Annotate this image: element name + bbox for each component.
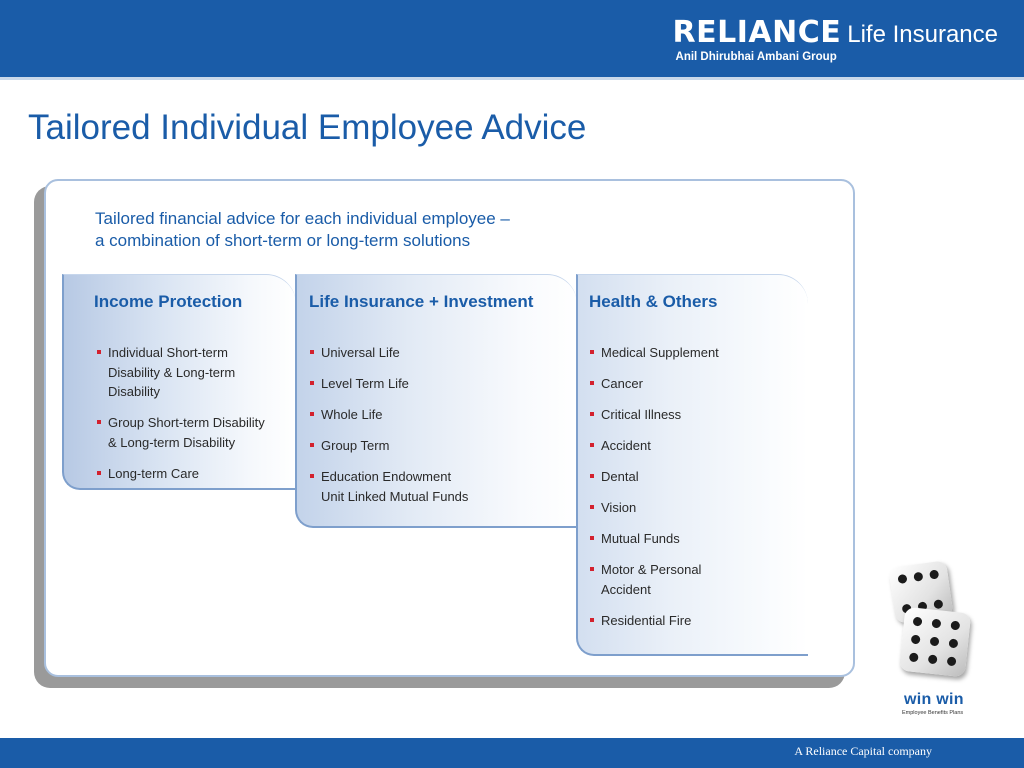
list-item bbox=[589, 498, 719, 518]
list-item bbox=[309, 467, 468, 506]
list-item-line: Group Short-term Disability bbox=[108, 415, 265, 430]
list-item bbox=[589, 611, 719, 631]
reliance-logo bbox=[673, 14, 998, 63]
footer-bar bbox=[0, 738, 1024, 768]
list-item bbox=[96, 343, 265, 402]
list-item bbox=[589, 436, 719, 456]
list-item bbox=[309, 436, 468, 456]
list-item-line: Whole Life bbox=[321, 407, 383, 422]
page-title: Tailored Individual Employee Advice bbox=[28, 108, 587, 147]
list-item bbox=[309, 374, 468, 394]
list-item-line: Unit Linked Mutual Funds bbox=[321, 488, 469, 504]
list-item bbox=[589, 343, 719, 363]
list-item bbox=[96, 413, 265, 452]
column-title: Health & Others bbox=[589, 292, 718, 311]
list-item-line: & Long-term Disability bbox=[108, 434, 236, 450]
list-item-line: Accident bbox=[601, 581, 651, 597]
list-item-line: Accident bbox=[601, 438, 651, 453]
header-bar bbox=[0, 0, 1024, 80]
list-item-line: Medical Supplement bbox=[601, 345, 719, 360]
list-item-line: Group Term bbox=[321, 438, 390, 453]
list-item-line: Motor & Personal bbox=[601, 562, 702, 577]
list-item bbox=[96, 464, 265, 484]
list-item-line: Cancer bbox=[601, 376, 643, 391]
item-list bbox=[589, 343, 719, 642]
logo-group-text: Anil Dhirubhai Ambani Group bbox=[675, 51, 837, 63]
list-item-line: Critical Illness bbox=[601, 407, 682, 422]
list-item-line: Individual Short-term bbox=[108, 345, 228, 360]
list-item bbox=[309, 405, 468, 425]
footer-text: A Reliance Capital company bbox=[794, 744, 932, 758]
logo-sub-brand-text: Life Insurance bbox=[847, 21, 998, 48]
win-win-subtitle: Employee Benefits Plans bbox=[902, 710, 964, 716]
list-item bbox=[589, 467, 719, 487]
win-win-badge bbox=[880, 560, 990, 720]
list-item bbox=[589, 405, 719, 425]
list-item bbox=[589, 529, 719, 549]
list-item-line: Dental bbox=[601, 469, 639, 484]
column-life-insurance-investment bbox=[295, 274, 577, 528]
column-income-protection bbox=[62, 274, 296, 490]
list-item bbox=[589, 560, 719, 599]
dice-icon bbox=[899, 607, 971, 678]
list-item bbox=[589, 374, 719, 394]
logo-brand-text: RELIANCE bbox=[672, 15, 842, 50]
list-item-line: Disability bbox=[108, 384, 161, 399]
column-title: Income Protection bbox=[94, 292, 243, 311]
column-health-others bbox=[576, 274, 808, 656]
list-item-line: Long-term Care bbox=[108, 465, 200, 481]
list-item-line: Education Endowment bbox=[321, 469, 452, 484]
list-item-line: Mutual Funds bbox=[601, 531, 680, 546]
intro-line-2: a combination of short-term or long-term solutions bbox=[95, 231, 471, 250]
list-item bbox=[309, 343, 468, 363]
win-win-title: win win bbox=[904, 691, 964, 708]
intro-line-1: Tailored financial advice for each individual employee – bbox=[95, 209, 510, 228]
column-title: Life Insurance + Investment bbox=[309, 292, 534, 311]
list-item-line: Universal Life bbox=[321, 345, 400, 360]
list-item-line: Disability & Long-term bbox=[108, 364, 236, 380]
intro-text bbox=[95, 208, 510, 252]
item-list bbox=[96, 343, 265, 495]
list-item-line: Residential Fire bbox=[601, 612, 692, 628]
item-list bbox=[309, 343, 468, 518]
list-item-line: Vision bbox=[601, 500, 637, 515]
list-item-line: Level Term Life bbox=[321, 376, 409, 391]
